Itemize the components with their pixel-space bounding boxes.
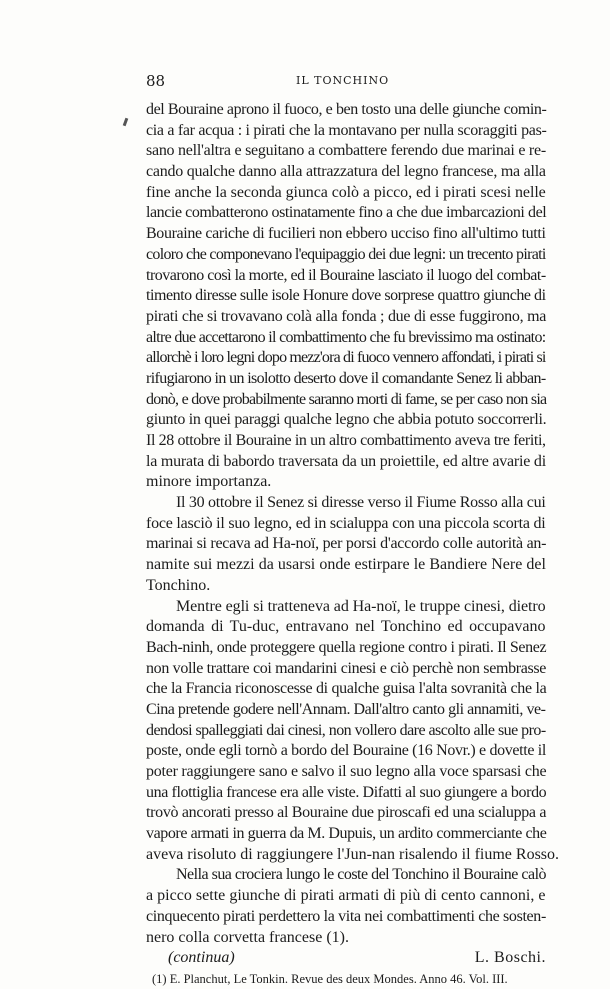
text-line: trovarono così la morte, ed il Bouraine lasciato il luogo del combat- — [146, 266, 546, 284]
text-line: cia a far acqua : i pirati che la montavano per nulla scoraggiti pas- — [146, 121, 547, 139]
continua-note: (continua) — [168, 949, 235, 967]
text-line: coloro che componevano l'equipaggio dei due legni: un trecento pirati — [146, 245, 546, 263]
text-line: domanda di Tu-duc, entravano nel Tonchino ed occupavano — [146, 618, 546, 636]
text-line: altre due accettarono il combattimento che fu brevissimo ma ostinato: — [146, 328, 546, 346]
text-line: minore importanza. — [146, 473, 272, 491]
text-line: allorchè i loro legni dopo mezz'ora di fuoco vennero affondati, i pirati si — [146, 349, 546, 367]
text-line: Bach-ninh, onde proteggere quella regione contro i pirati. Il Senez — [146, 638, 547, 656]
margin-mark — [123, 118, 129, 127]
author-signature: L. Boschi. — [474, 949, 546, 967]
text-line: cinquecento pirati perdettero la vita nei combattimenti che sosten- — [146, 907, 546, 925]
running-title: IL TONCHINO — [296, 74, 390, 87]
text-line: una flottiglia francese era alle viste. Difatti al suo giungere a bordo — [146, 783, 547, 801]
body-text — [146, 100, 560, 989]
text-line: pirati che si trovavano colà alla fonda ; due di esse fuggirono, ma — [146, 307, 547, 325]
footnote: (1) E. Planchut, Le Tonkin. Revue des deux Mondes. Anno 46. Vol. III. — [152, 972, 508, 987]
paragraph — [146, 100, 546, 493]
text-line: che la Francia riconoscesse di qualche guisa l'alta sovranità che la — [146, 680, 547, 698]
text-line: trovò ancorati presso al Bouraine due piroscafi ed una scialuppa a — [146, 804, 547, 822]
text-line: vapore armati in guerra da M. Dupuis, un ardito commerciante che — [146, 825, 547, 843]
page-number: 88 — [146, 72, 166, 90]
text-line: poste, onde egli tornò a bordo del Bouraine (16 Novr.) e dovette il — [146, 742, 547, 760]
text-line: cando qualche danno alla attrazzatura del legno francese, ma alla — [146, 163, 546, 181]
page-header — [146, 72, 546, 92]
text-line: Bouraine cariche di fucilieri non ebbero ucciso fino all'ultimo tutti — [146, 225, 546, 243]
text-line: poter raggiungere sano e salvo il suo legno alla voce sparsasi che — [146, 763, 547, 780]
paragraph — [146, 865, 546, 948]
text-line: timento diresse sulle isole Honure dove sorprese quattro giunche di — [146, 287, 546, 305]
text-line: del Bouraine aprono il fuoco, e ben tosto una delle giunche comin- — [146, 101, 547, 118]
text-line: Tonchino. — [146, 576, 211, 594]
text-line: Cina pretende godere nell'Annam. Dall'altro canto gli annamiti, ve- — [146, 700, 546, 718]
text-line: namite sui mezzi da usarsi onde estirpare le Bandiere Nere del — [146, 556, 546, 574]
paragraph — [146, 597, 560, 866]
text-line: sano nell'altra e seguitano a combattere ferendo due marinai e re- — [146, 142, 546, 160]
text-line: foce lasciò il suo legno, ed in scialuppa con una piccola scorta di — [146, 514, 546, 532]
text-line: fine anche la seconda giunca colò a picco, ed i pirati scesi nelle — [146, 183, 546, 201]
text-line: dendosi spalleggiati dai cinesi, non vollero dare ascolto alle sue pro- — [146, 721, 546, 739]
text-line: nero colla corvetta francese (1). — [146, 928, 349, 946]
text-line: Nella sua crociera lungo le coste del Tonchino il Bouraine calò — [176, 866, 547, 884]
text-line: donò, e dove probabilmente saranno morti di fame, se per caso non sia — [146, 390, 547, 408]
text-line: Il 30 ottobre il Senez si diresse verso il Fiume Rosso alla cui — [176, 494, 546, 512]
text-line: Il 28 ottobre il Bouraine in un altro combattimento aveva tre feriti, — [146, 432, 546, 449]
text-line: Mentre egli si tratteneva ad Ha-noï, le truppe cinesi, dietro — [176, 597, 546, 615]
text-line: lancie combatterono ostinatamente fino a che due imbarcazioni del — [146, 204, 547, 222]
text-line: aveva risoluto di raggiungere l'Jun-nan risalendo il fiume Rosso. — [146, 845, 560, 863]
text-line: giunto in quei paraggi qualche legno che abbia potuto soccorrerli. — [146, 411, 547, 429]
text-line: non volle trattare coi mandarini cinesi e ciò perchè non sembrasse — [146, 659, 547, 677]
signature-row — [146, 948, 546, 969]
text-line: la murata di babordo traversata da un proiettile, ed altre avarie di — [146, 452, 546, 470]
paragraph — [146, 493, 546, 596]
text-line: rifugiarono in un isolotto deserto dove il comandante Senez li abban- — [146, 369, 546, 387]
text-line: marinai si recava ad Ha-noï, per porsi d'accordo colle autorità an- — [146, 535, 547, 553]
text-line: a picco sette giunche di pirati armati di più di cento cannoni, e — [146, 887, 546, 905]
